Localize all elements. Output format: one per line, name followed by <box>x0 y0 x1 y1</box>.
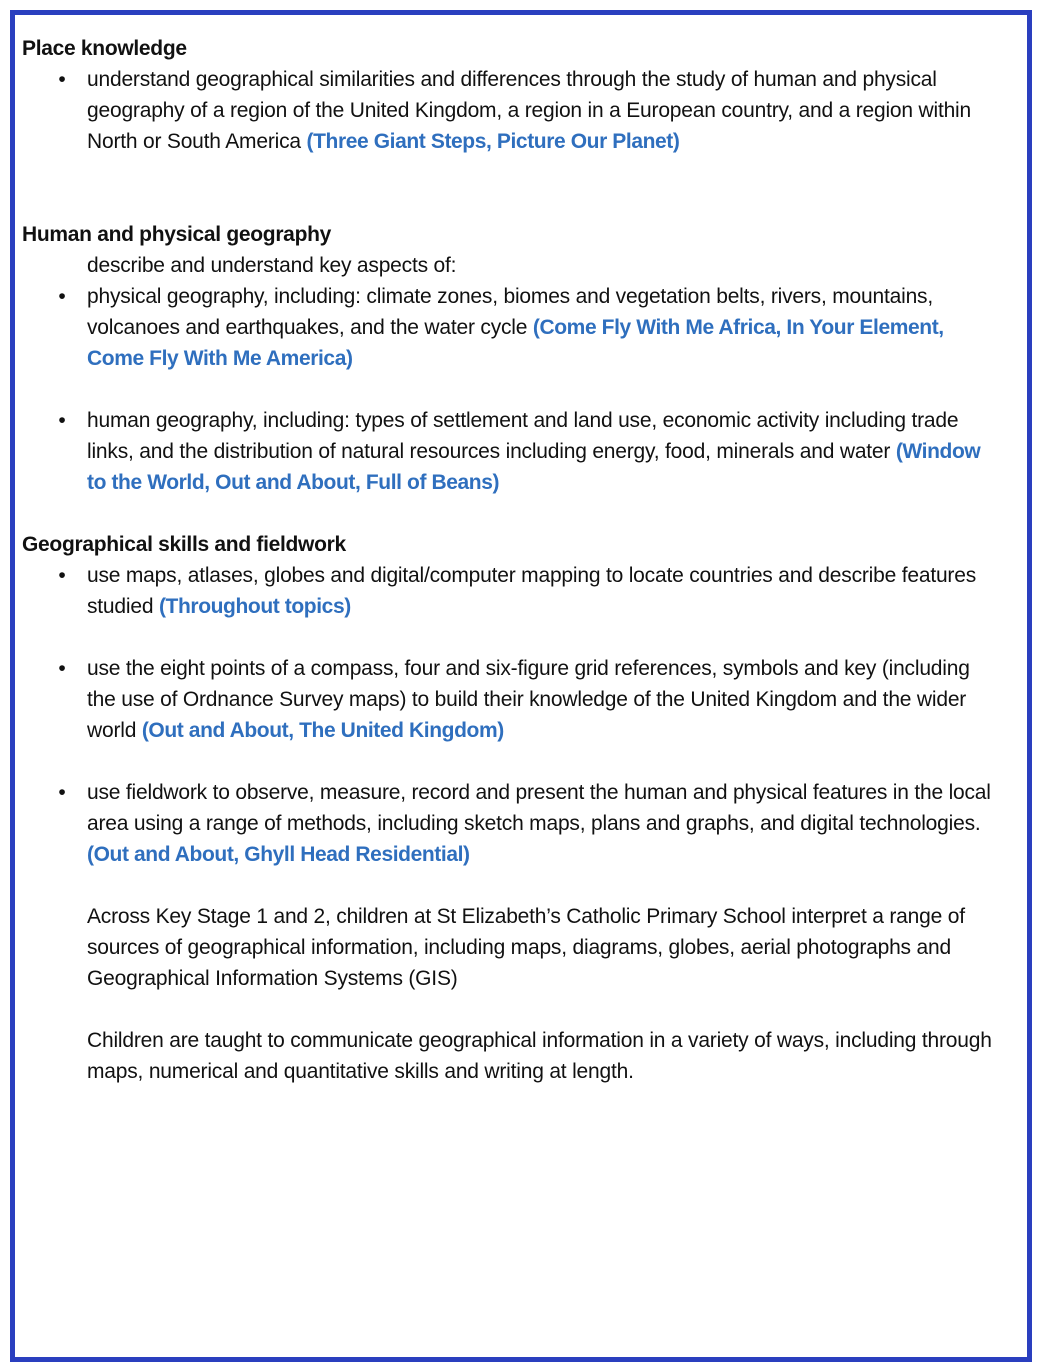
intro-text: describe and understand key aspects of: <box>87 254 457 277</box>
bullet-icon: • <box>58 564 66 587</box>
topic-reference: (Three Giant Steps, Picture Our Planet) <box>306 130 680 153</box>
document-body <box>22 22 1002 1087</box>
bullet-icon: • <box>58 285 66 308</box>
topic-reference: (Out and About, Ghyll Head Residential) <box>87 843 470 866</box>
list-item <box>22 281 1002 374</box>
topic-reference: (Come Fly With Me Africa, In Your Element, Come Fly With Me America) <box>87 316 944 370</box>
topic-reference: (Throughout topics) <box>158 595 351 618</box>
heading-human-physical-geography: Human and physical geography <box>22 223 331 246</box>
list-item <box>22 777 1002 870</box>
bullet-icon: • <box>58 409 66 432</box>
bullet-text: use the eight points of a compass, four and six-figure grid references, symbols and key (including the use of Ordnance Survey maps) to build their knowledge of the United Kingdom and the wider world <box>87 657 970 742</box>
list-item <box>22 405 1002 498</box>
topic-reference: (Out and About, The United Kingdom) <box>141 719 504 742</box>
bullet-text: understand geographical similarities and differences through the study of human and physical geography of a region of the United Kingdom, a region in a European country, and a region within North or South America <box>87 68 972 153</box>
bullet-text: physical geography, including: climate zones, biomes and vegetation belts, rivers, mountains, volcanoes and earthquakes, and the water cycle <box>87 285 933 339</box>
heading-place-knowledge: Place knowledge <box>22 37 187 60</box>
topic-reference: (Window to the World, Out and About, Full of Beans) <box>87 440 981 494</box>
bullet-text: human geography, including: types of settlement and land use, economic activity including trade links, and the distribution of natural resources including energy, food, minerals and water <box>87 409 959 463</box>
bullet-icon: • <box>58 68 66 91</box>
bullet-icon: • <box>58 657 66 680</box>
paragraph-sources: Across Key Stage 1 and 2, children at St Elizabeth’s Catholic Primary School interpret a range of sources of geographical information, including maps, diagrams, globes, aerial photographs and Geographical Information Systems (GIS) <box>87 905 965 990</box>
list-item <box>22 64 1002 157</box>
list-item <box>22 653 1002 746</box>
bullet-text: use maps, atlases, globes and digital/computer mapping to locate countries and describe features studied <box>87 564 976 618</box>
heading-skills-fieldwork: Geographical skills and fieldwork <box>22 533 346 556</box>
paragraph-communicate: Children are taught to communicate geographical information in a variety of ways, including through maps, numerical and quantitative skills and writing at length. <box>87 1029 992 1083</box>
bullet-text: use fieldwork to observe, measure, record and present the human and physical features in the local area using a range of methods, including sketch maps, plans and graphs, and digital technologies. <box>87 781 991 835</box>
list-item <box>22 560 1002 622</box>
bullet-icon: • <box>58 781 66 804</box>
